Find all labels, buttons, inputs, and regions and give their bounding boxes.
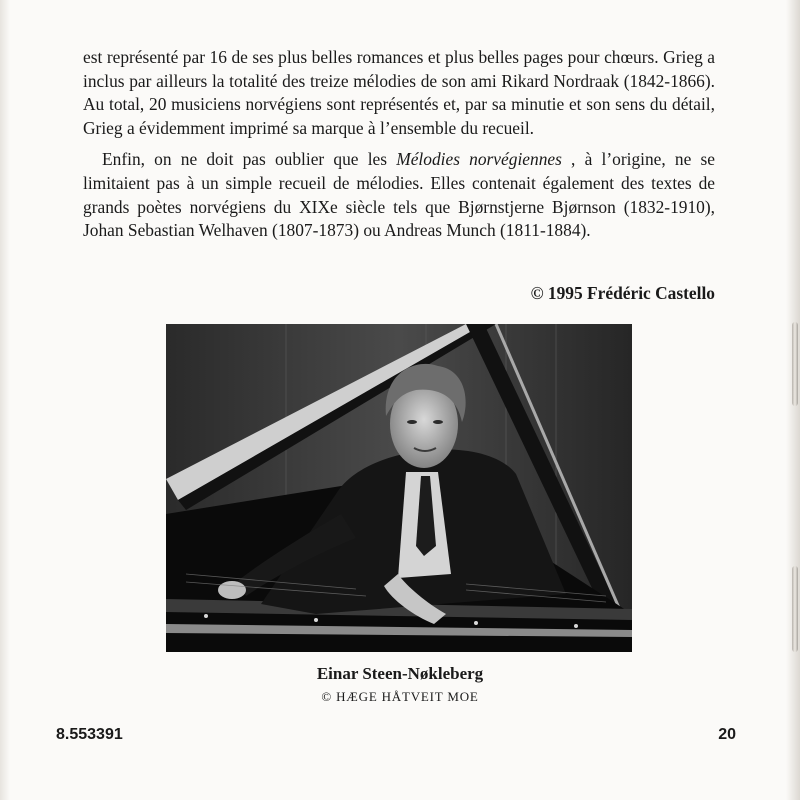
paragraph-2-start: Enfin, on ne doit pas oublier que les (102, 149, 397, 170)
photo-caption-name: Einar Steen-Nøkleberg (316, 664, 484, 683)
photo-credit: © HÆGE HÅTVEIT MOE (321, 689, 479, 704)
body-text (83, 46, 715, 243)
staple-lower (792, 566, 798, 652)
paragraph-2 (83, 148, 715, 242)
page-number: 20 (718, 726, 736, 743)
paragraph-2-end: , à l’origine, ne se limitaient pas à un simple recueil de mélodies. Elles contenait également des textes de grands poètes norvégiens du XIXe siècle tels que Bjørnstjerne Bjørnson (1832-1910), Johan Sebastian Welhaven (1807-1873) ou Andreas Munch (1811-1884). (83, 149, 716, 241)
catalog-number: 8.553391 (56, 726, 123, 743)
pianist-photo (166, 324, 632, 652)
article-copyright: © 1995 Frédéric Castello (530, 283, 715, 303)
staple-upper (792, 322, 798, 406)
paragraph-1: est représenté par 16 de ses plus belles romances et plus belles pages pour chœurs. Grieg a inclus par ailleurs la totalité des treize mélodies de son ami Rikard Nordraak (1842-1866). Au total, 20 musiciens norvégiens sont représentés et, par sa minutie et son sens du détail, Grieg a évidemment imprimé sa marque à l’ensemble du recueil. (83, 47, 715, 138)
pianist-photo-illustration (166, 324, 632, 652)
work-title: Mélodies norvégiennes (396, 149, 562, 170)
